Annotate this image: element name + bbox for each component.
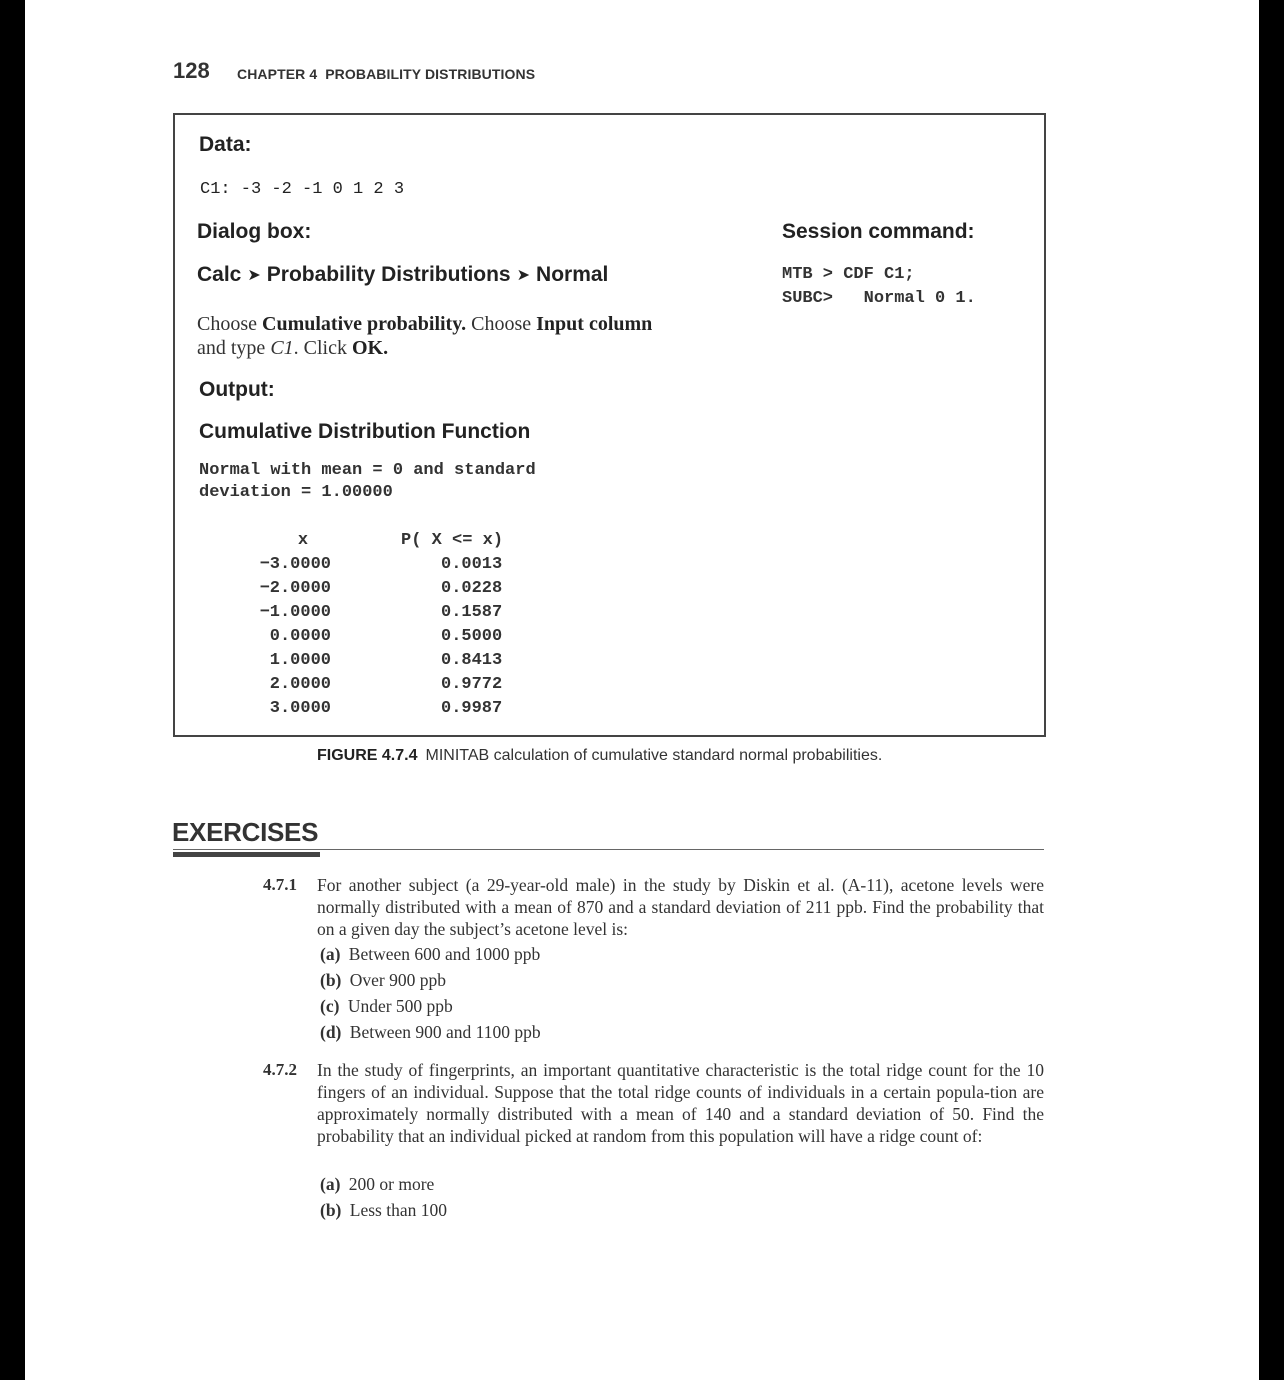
table-cell-p: 0.5000 [441,627,503,646]
instr-c1: C1 [270,337,294,359]
cdf-title: Cumulative Distribution Function [199,420,531,443]
table-header-x: x [297,531,309,550]
table-cell-x: −3.0000 [259,555,331,574]
table-cell-x: −2.0000 [259,579,331,598]
table-header-p: P( X <= x) [401,531,504,550]
session-line-1: MTB > CDF C1; [782,265,915,284]
menu-path [197,263,608,287]
exercises-rule [173,849,1044,850]
output-table-x-column [235,529,331,721]
exercise-text: For another subject (a 29-year-old male) in the study by Diskin et al. (A-11), acetone levels were normally distributed with a mean of 870 and a standard deviation of 211 ppb. Find the probability that on a given day the subject’s acetone level is: [317,875,1044,939]
table-cell-x: 2.0000 [269,675,331,694]
menu-probability-distributions: Probability Distributions [266,263,511,286]
part-text: Between 600 and 1000 ppb [348,944,541,964]
table-cell-p: 0.9987 [441,699,503,718]
instr-text: and type [197,337,266,359]
part-label: (c) [320,996,340,1016]
exercises-heading: EXERCISES [172,817,319,847]
exercises-rule-accent [173,852,320,857]
menu-calc: Calc [197,263,242,286]
session-command-label: Session command: [782,220,975,243]
exercise-part [320,944,540,965]
dialog-box-label: Dialog box: [197,220,312,243]
table-cell-x: 3.0000 [269,699,331,718]
part-text: Between 900 and 1100 ppb [349,1022,541,1042]
table-cell-x: 0.0000 [269,627,331,646]
part-label: (a) [320,944,341,964]
instr-ok: OK. [352,337,389,359]
exercise-part [320,1022,541,1043]
table-cell-x: 1.0000 [269,651,331,670]
part-text: Over 900 ppb [349,970,446,990]
figure-caption [317,747,882,765]
exercise-part [320,1200,447,1221]
part-text: Under 500 ppb [347,996,453,1016]
data-line: C1: -3 -2 -1 0 1 2 3 [200,180,405,199]
table-cell-p: 0.0013 [441,555,503,574]
table-cell-x: −1.0000 [259,603,331,622]
exercise-part [320,1174,434,1195]
table-cell-p: 0.1587 [441,603,503,622]
exercise-number: 4.7.2 [263,1060,297,1079]
session-line-2: SUBC> Normal 0 1. [782,289,976,308]
exercise-number: 4.7.1 [263,875,297,894]
book-page [25,0,1259,1380]
table-cell-p: 0.9772 [441,675,503,694]
part-text: Less than 100 [349,1200,447,1220]
minitab-figure-box [173,113,1046,737]
table-cell-p: 0.0228 [441,579,503,598]
page-number: 128 [173,58,210,83]
normal-params-line-1: Normal with mean = 0 and standard [199,461,536,480]
running-head: CHAPTER 4 PROBABILITY DISTRIBUTIONS [237,66,536,82]
output-table-p-column [401,529,551,721]
instr-text: Choose [197,313,257,335]
instr-text: Choose [471,313,532,335]
caption-label: FIGURE 4.7.4 [317,747,418,764]
instr-input-column: Input column [536,313,653,335]
part-label: (a) [320,1174,341,1194]
exercise-text: In the study of fingerprints, an important quantitative characteristic is the total ridge count for the 10 fingers of an individual. Suppose that the total ridge counts of individuals in a certain popula-tion are approximately normally distributed with a mean of 140 and a standard deviation of 50. Find the probability that an individual picked at random from this population will have a ridge count of: [317,1060,1044,1146]
part-label: (b) [320,1200,342,1220]
instr-text: . Click [293,337,347,359]
part-label: (d) [320,1022,342,1042]
menu-arrow-icon: ➤ [247,267,261,284]
part-text: 200 or more [348,1174,435,1194]
data-label: Data: [199,133,252,156]
menu-normal: Normal [536,263,609,286]
part-label: (b) [320,970,342,990]
output-label: Output: [199,378,275,401]
exercise-part [320,970,446,991]
instr-cumulative: Cumulative probability. [262,313,467,335]
exercise-part [320,996,453,1017]
table-cell-p: 0.8413 [441,651,503,670]
caption-text: MINITAB calculation of cumulative standard normal probabilities. [425,747,883,764]
menu-arrow-icon: ➤ [516,267,531,284]
dialog-instructions [197,312,677,360]
normal-params-line-2: deviation = 1.00000 [199,483,393,502]
